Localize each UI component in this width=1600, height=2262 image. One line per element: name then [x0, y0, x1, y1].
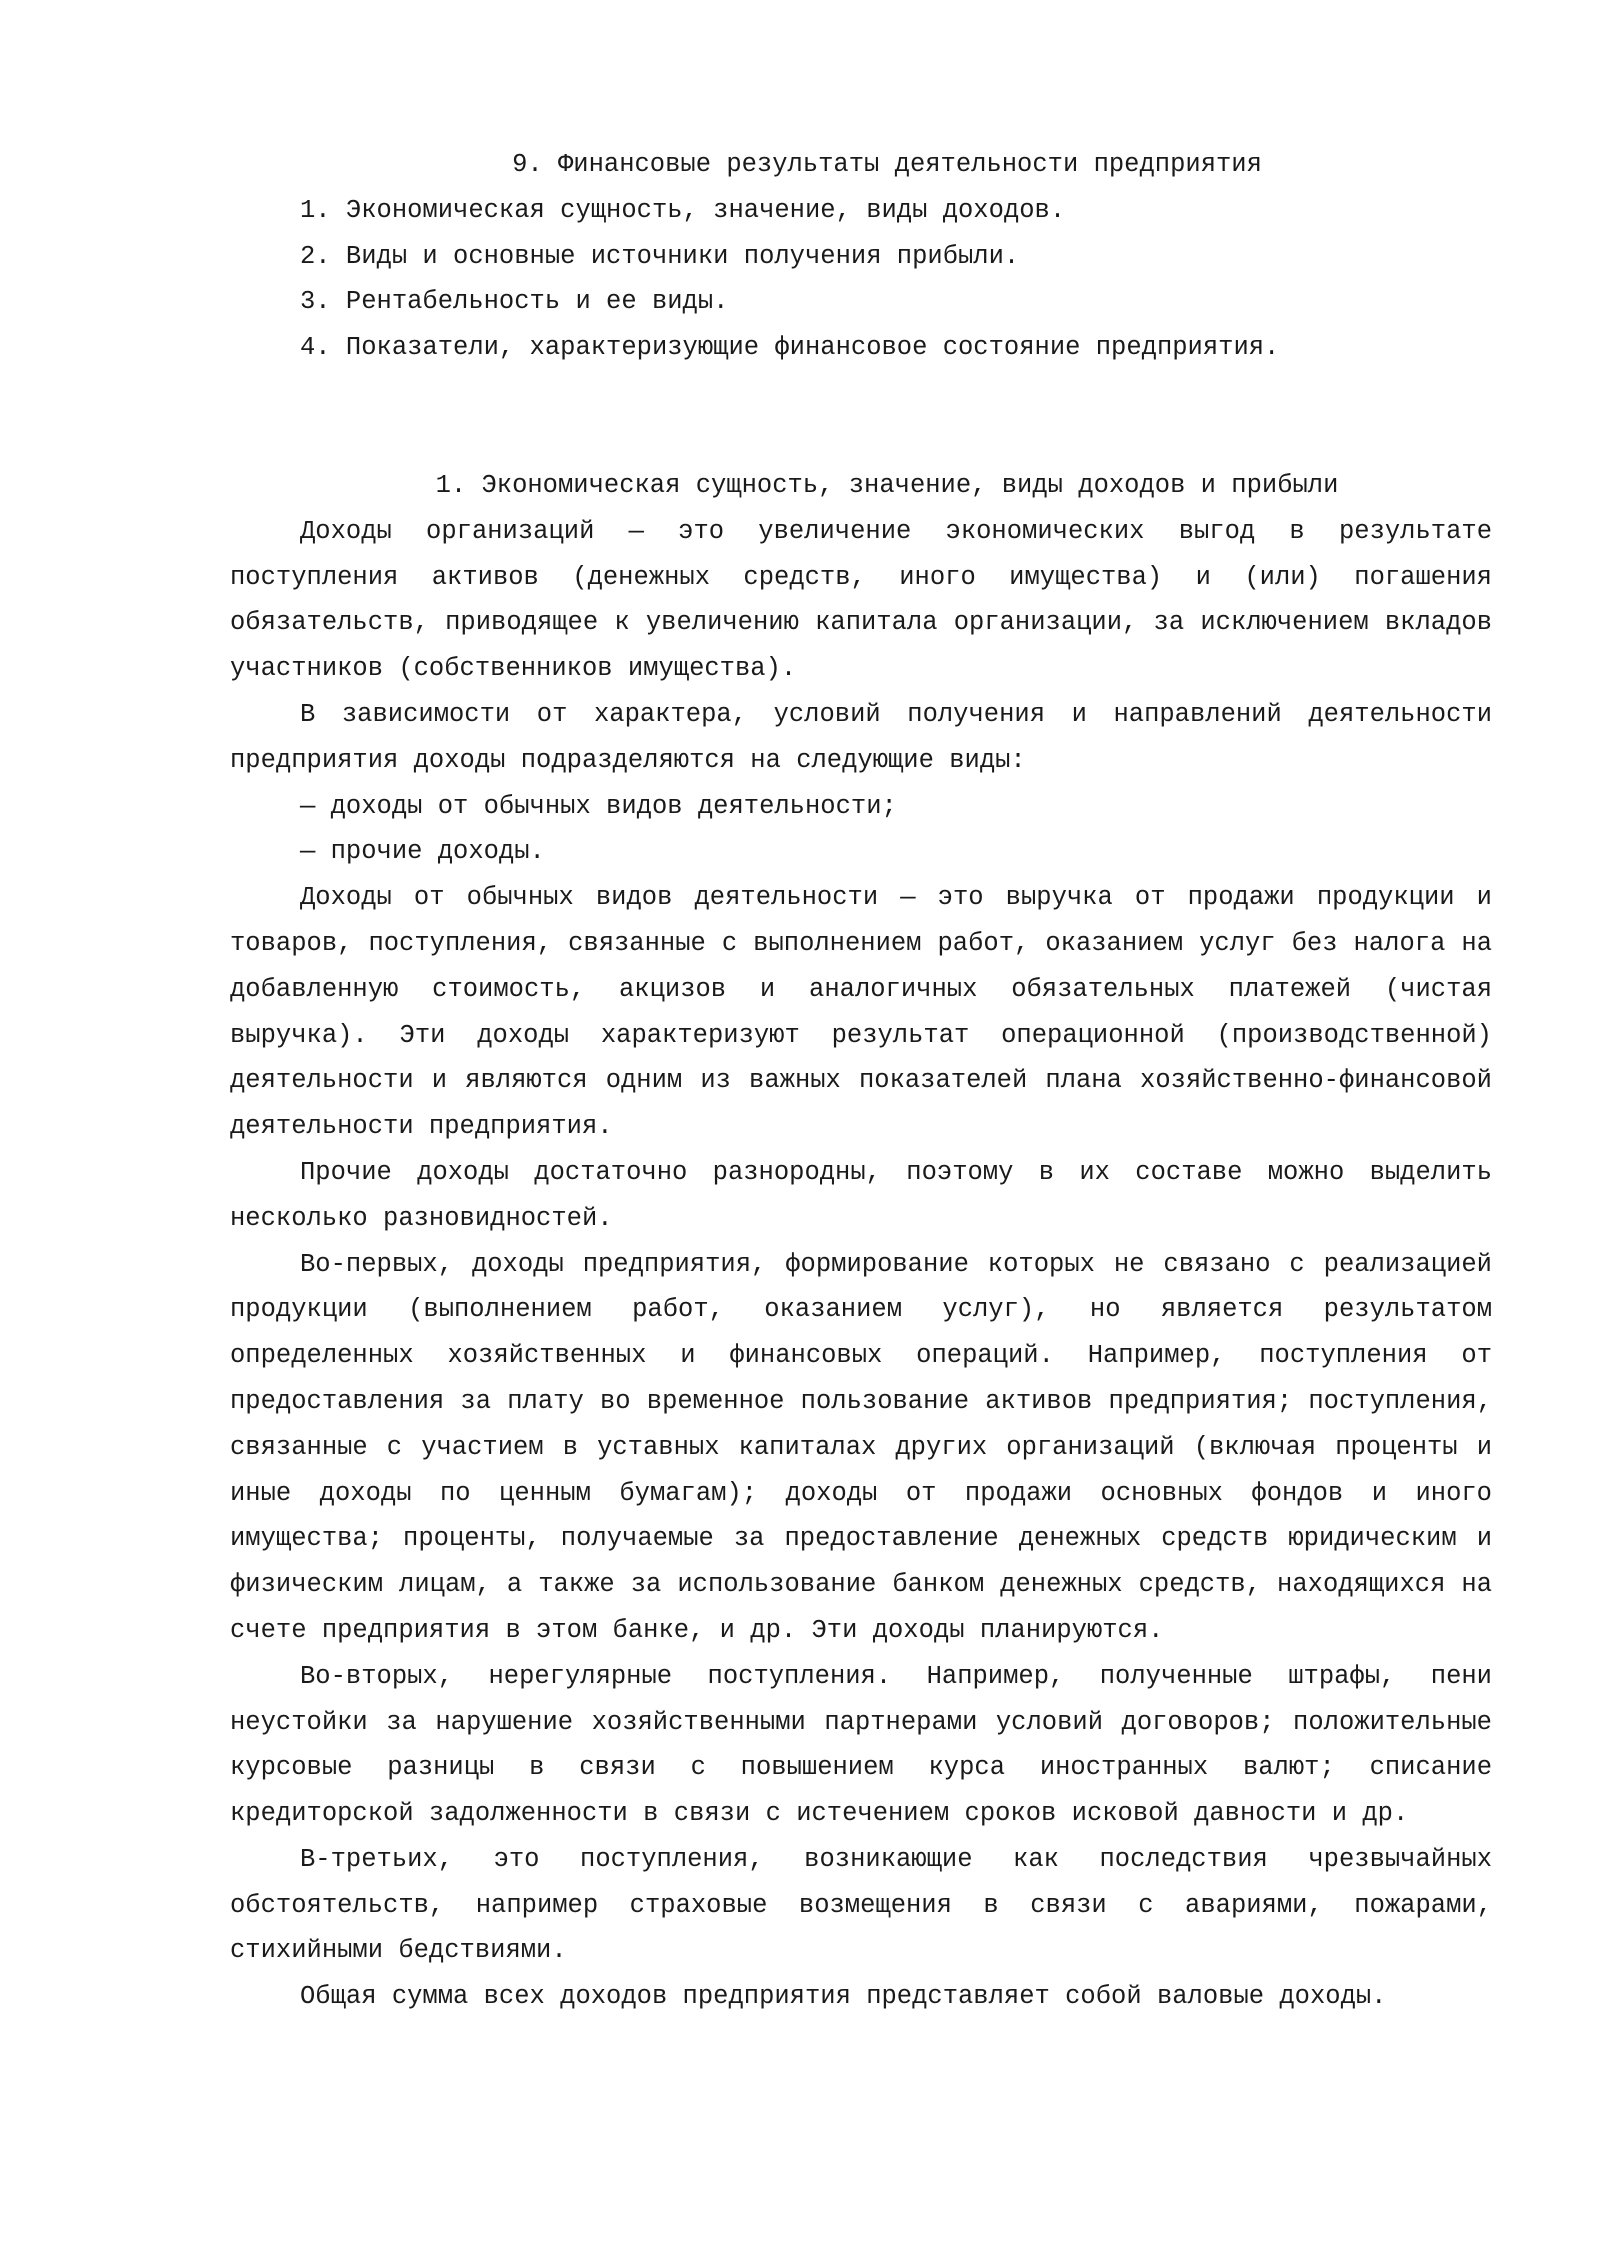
dash-list-item: — прочие доходы.: [300, 837, 545, 867]
paragraph: Доходы от обычных видов деятельности — это выручка от продажи продукции и товаров, поступления, связанные с выполнением работ, оказанием услуг без налога на добавленную стоимость, акцизов и аналогичных обязательных платежей (чистая выручка). Эти доходы характеризуют результат операционной (производственной) деятельности и являются одним из важных показателей плана хозяйственно-финансовой деятельности предприятия.: [230, 883, 1492, 1142]
paragraph: В-третьих, это поступления, возникающие как последствия чрезвычайных обстоятельств, например страховые возмещения в связи с авариями, пожарами, стихийными бедствиями.: [230, 1844, 1492, 1966]
paragraph: Во-первых, доходы предприятия, формирование которых не связано с реализацией продукции (выполнением работ, оказанием услуг), но является результатом определенных хозяйственных и финансовых операций. Например, поступления от предоставления за плату во временное пользование активов предприятия; поступления, связанные с участием в уставных капиталах других организаций (включая проценты и иные доходы по ценным бумагам); доходы от продажи основных фондов и иного имущества; проценты, получаемые за предоставление денежных средств юридическим и физическим лицам, а также за использование банком денежных средств, находящихся на счете предприятия в этом банке, и др. Эти доходы планируются.: [230, 1249, 1492, 1645]
table-of-contents: [230, 188, 1492, 371]
document-page: [230, 142, 1492, 2020]
document-title: 9. Финансовые результаты деятельности предприятия: [512, 150, 1262, 179]
section-heading: 1. Экономическая сущность, значение, виды доходов и прибыли: [435, 470, 1339, 500]
toc-item: 4. Показатели, характеризующие финансовое состояние предприятия.: [300, 333, 1280, 363]
spacer: [230, 371, 1492, 463]
paragraph: Общая сумма всех доходов предприятия представляет собой валовые доходы.: [300, 1982, 1387, 2012]
dash-list-item: — доходы от обычных видов деятельности;: [300, 791, 897, 821]
toc-item: 1. Экономическая сущность, значение, виды доходов.: [300, 195, 1066, 225]
paragraph: Доходы организаций — это увеличение экономических выгод в результате поступления активов (денежных средств, иного имущества) и (или) погашения обязательств, приводящее к увеличению капитала организации, за исключением вкладов участников (собственников имущества).: [230, 516, 1492, 684]
toc-item: 2. Виды и основные источники получения прибыли.: [300, 241, 1020, 271]
paragraph: В зависимости от характера, условий получения и направлений деятельности предприятия доходы подразделяются на следующие виды:: [230, 699, 1492, 775]
paragraph: Во-вторых, нерегулярные поступления. Например, полученные штрафы, пени неустойки за нарушение хозяйственными партнерами условий договоров; положительные курсовые разницы в связи с повышением курса иностранных валют; списание кредиторской задолженности в связи с истечением сроков исковой давности и др.: [230, 1661, 1492, 1829]
toc-item: 3. Рентабельность и ее виды.: [300, 287, 729, 317]
paragraph: Прочие доходы достаточно разнородны, поэтому в их составе можно выделить несколько разновидностей.: [230, 1157, 1492, 1233]
